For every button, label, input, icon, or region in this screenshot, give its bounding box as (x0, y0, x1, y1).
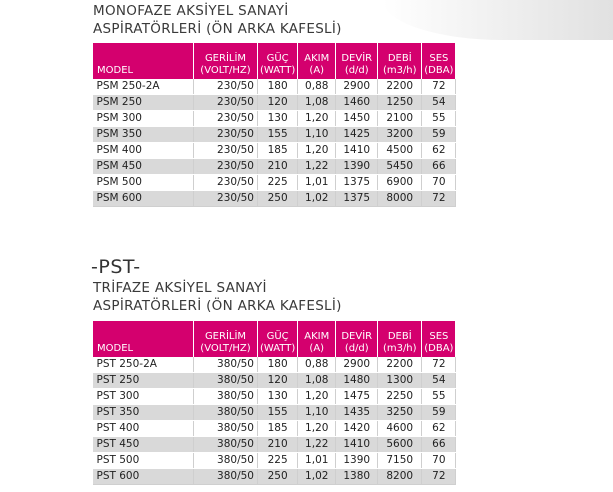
trifaze-table-body (93, 357, 456, 485)
cell-model: PSM 250-2A (93, 79, 194, 95)
cell-sound: 70 (422, 453, 456, 469)
cell-sound: 66 (422, 159, 456, 175)
cell-current: 1,22 (298, 159, 336, 175)
cell-sound: 59 (422, 127, 456, 143)
cell-sound: 54 (422, 95, 456, 111)
header-speed: DEVİR (d/d) (336, 43, 378, 79)
table-row (93, 79, 456, 95)
cell-power: 210 (258, 437, 298, 453)
cell-flow: 8000 (378, 191, 422, 207)
cell-power: 120 (258, 95, 298, 111)
cell-flow: 3250 (378, 405, 422, 421)
cell-flow: 2100 (378, 111, 422, 127)
cell-current: 1,02 (298, 191, 336, 207)
cell-current: 1,10 (298, 127, 336, 143)
cell-speed: 1425 (336, 127, 378, 143)
cell-speed: 1375 (336, 175, 378, 191)
cell-voltage: 230/50 (194, 127, 258, 143)
monofaze-title-line2: ASPİRATÖRLERİ (ÖN ARKA KAFESLİ) (93, 21, 342, 37)
cell-voltage: 380/50 (194, 357, 258, 373)
cell-model: PST 250 (93, 373, 194, 389)
cell-power: 250 (258, 469, 298, 485)
cell-voltage: 230/50 (194, 159, 258, 175)
header-current: AKIM (A) (298, 321, 336, 357)
cell-power: 180 (258, 357, 298, 373)
table-row (93, 437, 456, 453)
cell-current: 1,20 (298, 143, 336, 159)
header-power: GÜÇ (WATT) (258, 321, 298, 357)
cell-flow: 1250 (378, 95, 422, 111)
cell-speed: 1380 (336, 469, 378, 485)
header-model: MODEL (93, 43, 194, 79)
cell-flow: 4600 (378, 421, 422, 437)
header-speed: DEVİR (d/d) (336, 321, 378, 357)
header-power: GÜÇ (WATT) (258, 43, 298, 79)
cell-sound: 59 (422, 405, 456, 421)
cell-model: PST 300 (93, 389, 194, 405)
cell-speed: 1420 (336, 421, 378, 437)
cell-speed: 1460 (336, 95, 378, 111)
cell-flow: 2200 (378, 79, 422, 95)
trifaze-table (92, 321, 456, 485)
table-row (93, 405, 456, 421)
cell-flow: 7150 (378, 453, 422, 469)
cell-power: 180 (258, 79, 298, 95)
cell-current: 1,08 (298, 373, 336, 389)
table-header-row (93, 43, 456, 79)
cell-model: PSM 500 (93, 175, 194, 191)
cell-voltage: 380/50 (194, 405, 258, 421)
cell-power: 185 (258, 143, 298, 159)
cell-flow: 1300 (378, 373, 422, 389)
cell-model: PSM 300 (93, 111, 194, 127)
cell-sound: 62 (422, 143, 456, 159)
cell-power: 155 (258, 405, 298, 421)
cell-speed: 1410 (336, 437, 378, 453)
table-row (93, 453, 456, 469)
cell-model: PSM 450 (93, 159, 194, 175)
cell-model: PST 500 (93, 453, 194, 469)
header-sound: SES (DBA) (422, 43, 456, 79)
corner-shade (383, 0, 613, 40)
cell-voltage: 380/50 (194, 469, 258, 485)
cell-speed: 1480 (336, 373, 378, 389)
cell-speed: 1435 (336, 405, 378, 421)
cell-power: 130 (258, 389, 298, 405)
monofaze-table-body (93, 79, 456, 207)
table-row (93, 373, 456, 389)
header-voltage: GERİLİM (VOLT/HZ) (194, 321, 258, 357)
cell-flow: 6900 (378, 175, 422, 191)
cell-sound: 72 (422, 191, 456, 207)
cell-model: PST 250-2A (93, 357, 194, 373)
header-voltage: GERİLİM (VOLT/HZ) (194, 43, 258, 79)
table-row (93, 469, 456, 485)
cell-voltage: 380/50 (194, 421, 258, 437)
cell-speed: 1410 (336, 143, 378, 159)
cell-model: PSM 250 (93, 95, 194, 111)
cell-voltage: 230/50 (194, 111, 258, 127)
cell-current: 1,22 (298, 437, 336, 453)
cell-current: 1,20 (298, 421, 336, 437)
cell-voltage: 380/50 (194, 453, 258, 469)
cell-sound: 72 (422, 357, 456, 373)
cell-voltage: 230/50 (194, 191, 258, 207)
cell-model: PSM 400 (93, 143, 194, 159)
cell-voltage: 230/50 (194, 143, 258, 159)
table-row (93, 389, 456, 405)
cell-speed: 2900 (336, 79, 378, 95)
cell-speed: 2900 (336, 357, 378, 373)
cell-flow: 8200 (378, 469, 422, 485)
cell-speed: 1450 (336, 111, 378, 127)
cell-current: 1,01 (298, 175, 336, 191)
table-row (93, 421, 456, 437)
table-row (93, 357, 456, 373)
table-row (93, 127, 456, 143)
cell-voltage: 230/50 (194, 175, 258, 191)
table-row (93, 111, 456, 127)
header-current: AKIM (A) (298, 43, 336, 79)
header-flow: DEBİ (m3/h) (378, 321, 422, 357)
cell-flow: 5600 (378, 437, 422, 453)
cell-voltage: 380/50 (194, 373, 258, 389)
table-row (93, 143, 456, 159)
cell-power: 120 (258, 373, 298, 389)
cell-power: 130 (258, 111, 298, 127)
cell-voltage: 380/50 (194, 389, 258, 405)
cell-sound: 55 (422, 389, 456, 405)
trifaze-code: -PST- (91, 256, 141, 278)
cell-model: PSM 600 (93, 191, 194, 207)
cell-current: 1,20 (298, 111, 336, 127)
cell-sound: 66 (422, 437, 456, 453)
header-sound: SES (DBA) (422, 321, 456, 357)
cell-speed: 1390 (336, 159, 378, 175)
cell-speed: 1475 (336, 389, 378, 405)
cell-model: PST 600 (93, 469, 194, 485)
cell-sound: 72 (422, 79, 456, 95)
cell-sound: 54 (422, 373, 456, 389)
cell-model: PST 400 (93, 421, 194, 437)
monofaze-table (92, 43, 456, 207)
cell-sound: 70 (422, 175, 456, 191)
cell-speed: 1375 (336, 191, 378, 207)
trifaze-title-line1: TRİFAZE AKSİYEL SANAYİ (93, 280, 267, 296)
cell-sound: 72 (422, 469, 456, 485)
cell-model: PSM 350 (93, 127, 194, 143)
cell-sound: 62 (422, 421, 456, 437)
cell-model: PST 350 (93, 405, 194, 421)
cell-flow: 3200 (378, 127, 422, 143)
cell-power: 250 (258, 191, 298, 207)
cell-current: 0,88 (298, 79, 336, 95)
cell-current: 1,08 (298, 95, 336, 111)
cell-current: 1,10 (298, 405, 336, 421)
table-row (93, 191, 456, 207)
cell-current: 1,02 (298, 469, 336, 485)
table-row (93, 159, 456, 175)
table-header-row (93, 321, 456, 357)
cell-flow: 4500 (378, 143, 422, 159)
cell-model: PST 450 (93, 437, 194, 453)
cell-voltage: 230/50 (194, 95, 258, 111)
cell-current: 0,88 (298, 357, 336, 373)
cell-current: 1,01 (298, 453, 336, 469)
cell-power: 210 (258, 159, 298, 175)
cell-sound: 55 (422, 111, 456, 127)
cell-flow: 5450 (378, 159, 422, 175)
header-model: MODEL (93, 321, 194, 357)
cell-power: 225 (258, 175, 298, 191)
cell-power: 185 (258, 421, 298, 437)
table-row (93, 175, 456, 191)
monofaze-title-line1: MONOFAZE AKSİYEL SANAYİ (93, 3, 289, 19)
cell-power: 155 (258, 127, 298, 143)
cell-current: 1,20 (298, 389, 336, 405)
cell-power: 225 (258, 453, 298, 469)
cell-flow: 2250 (378, 389, 422, 405)
header-flow: DEBİ (m3/h) (378, 43, 422, 79)
cell-voltage: 230/50 (194, 79, 258, 95)
cell-voltage: 380/50 (194, 437, 258, 453)
trifaze-title-line2: ASPİRATÖRLERİ (ÖN ARKA KAFESLİ) (93, 298, 342, 314)
table-row (93, 95, 456, 111)
cell-speed: 1390 (336, 453, 378, 469)
cell-flow: 2200 (378, 357, 422, 373)
